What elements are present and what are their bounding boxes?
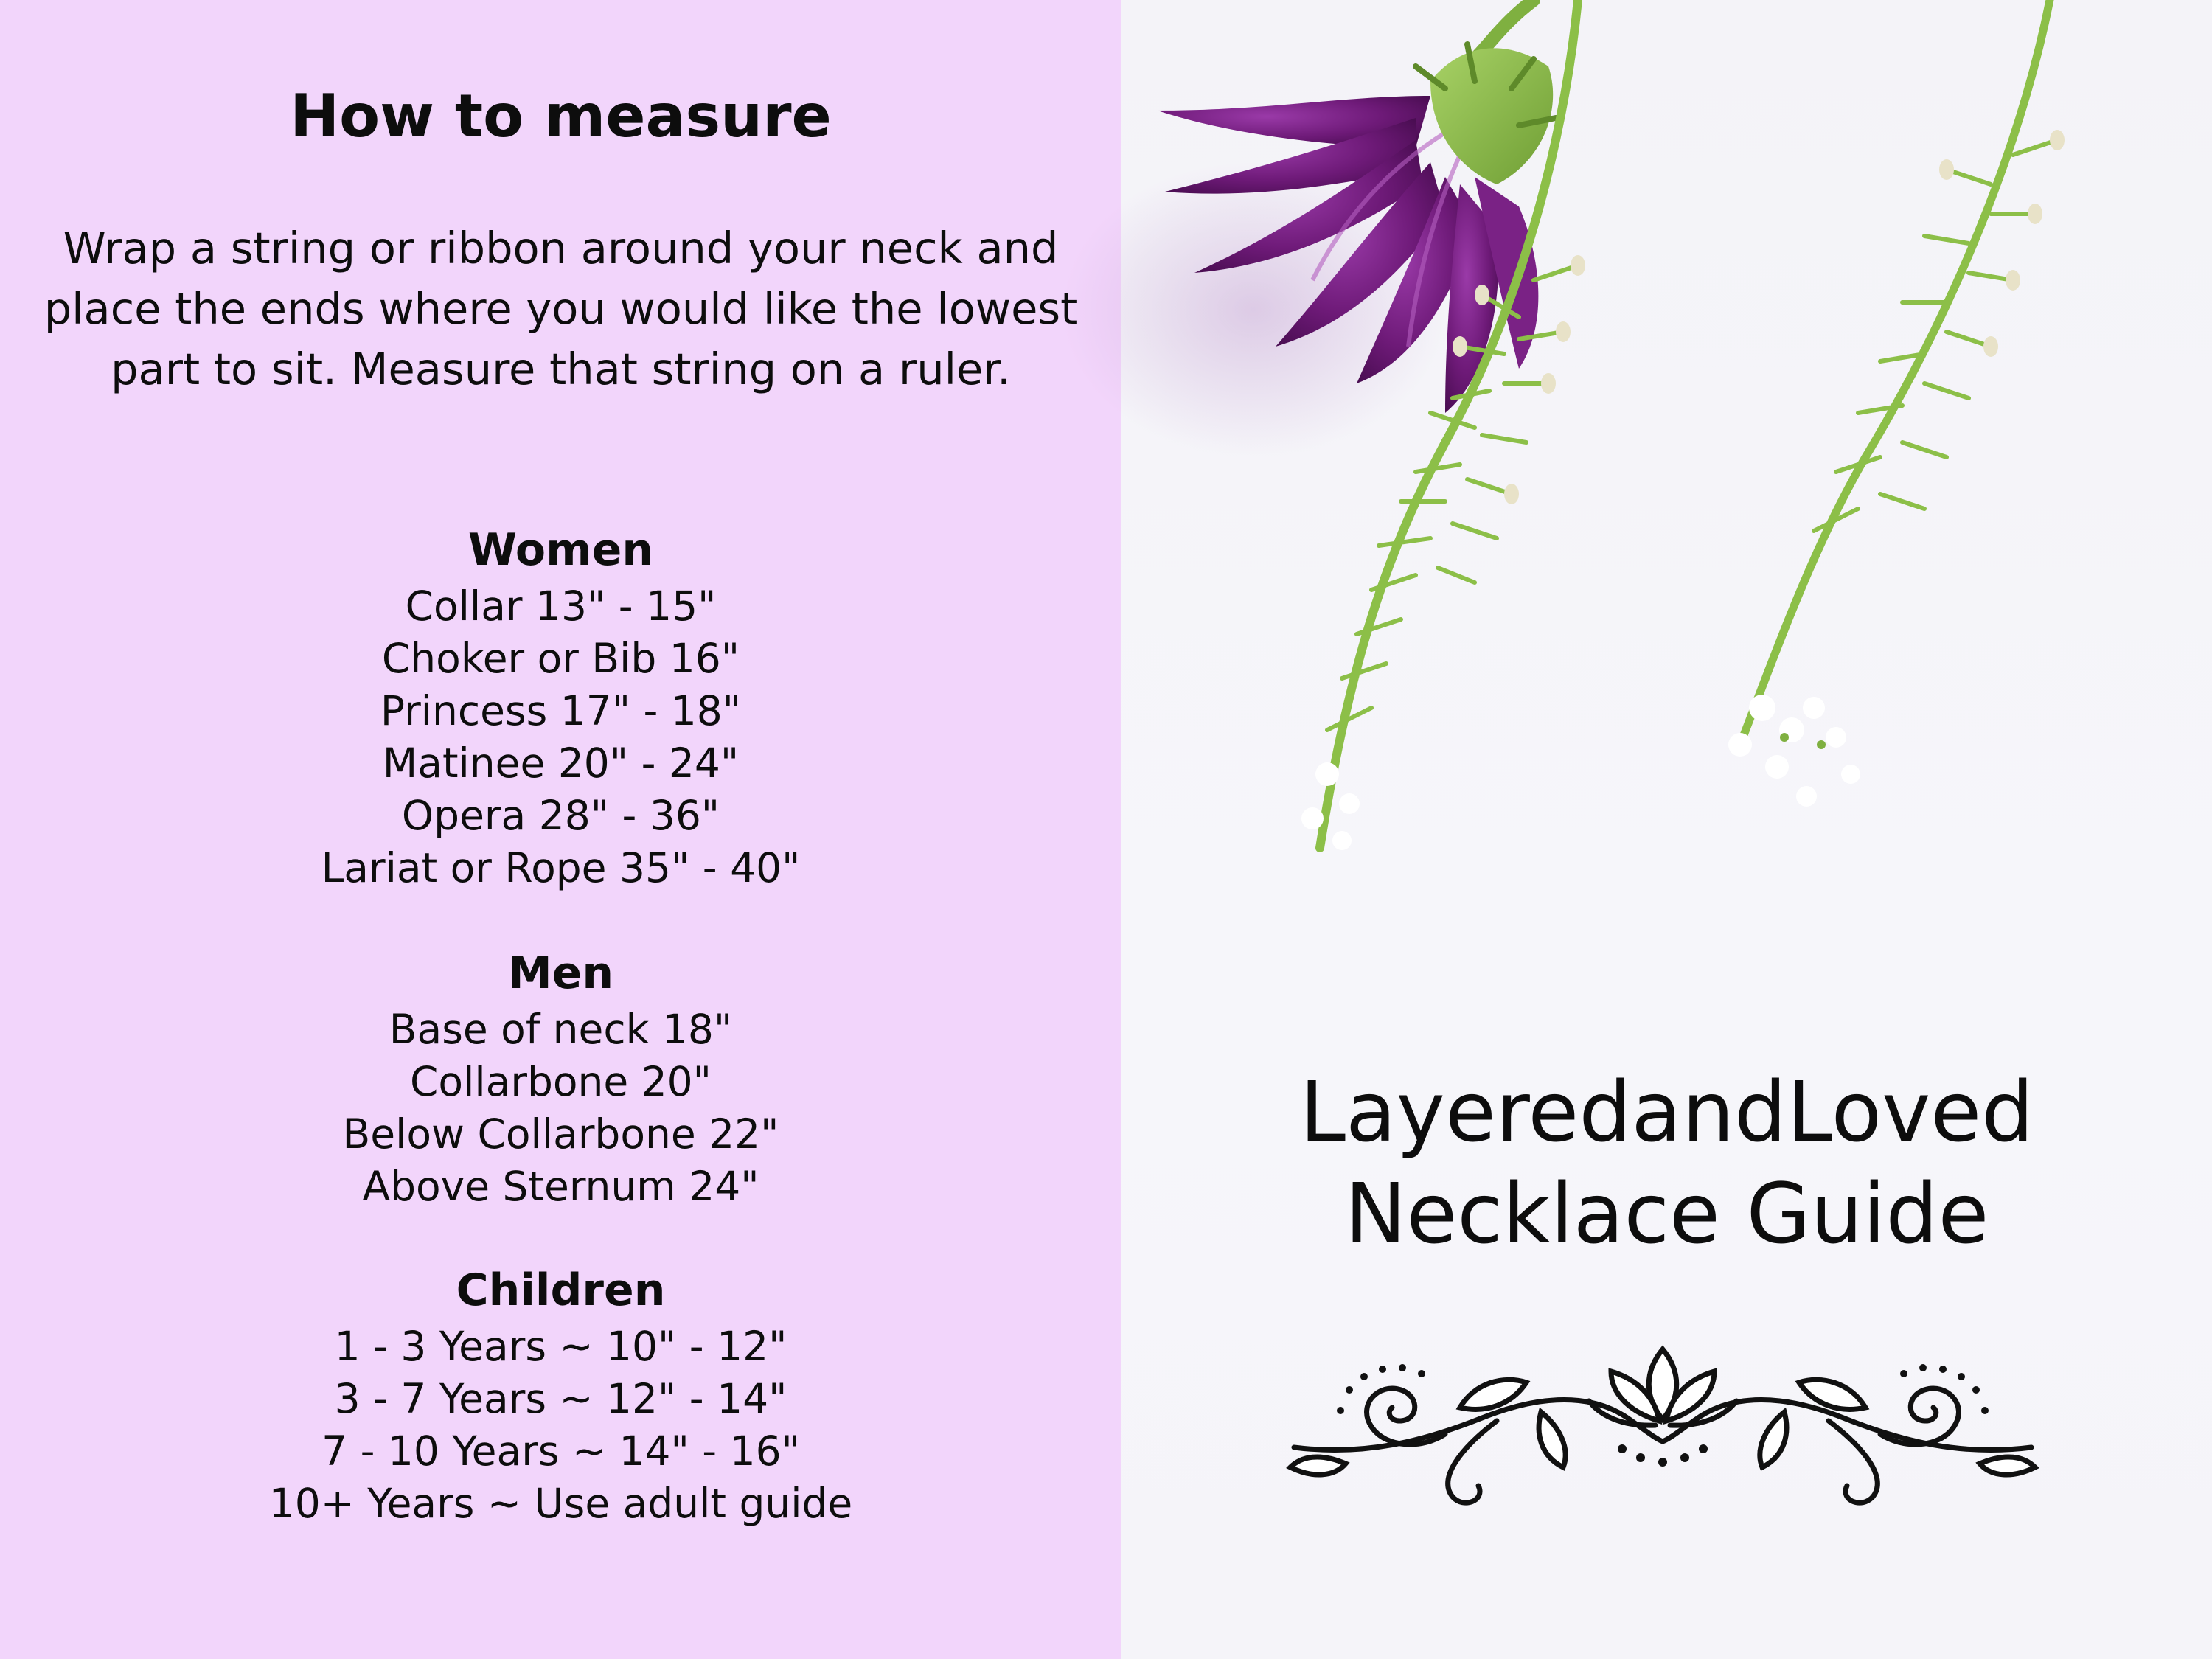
list-item: Matinee 20" - 24": [382, 740, 740, 787]
list-item: 3 - 7 Years ~ 12" - 14": [334, 1375, 787, 1422]
list-item: Collarbone 20": [410, 1058, 712, 1105]
list-item: Lariat or Rope 35" - 40": [321, 844, 801, 891]
page-title: How to measure: [290, 82, 832, 150]
brand-line-1: LayeredandLoved: [1299, 1065, 2034, 1161]
measure-instructions: Wrap a string or ribbon around your neck and place the ends where you would like the lowest part to sit. Measure that string on a ruler.: [44, 223, 1078, 394]
women-length-list: [0, 580, 1121, 894]
list-item: Collar 13" - 15": [405, 582, 717, 630]
list-item: Base of neck 18": [389, 1006, 733, 1053]
list-item: Princess 17" - 18": [380, 687, 742, 734]
women-heading: Women: [467, 524, 654, 576]
men-length-list: [0, 1004, 1121, 1213]
list-item: Choker or Bib 16": [381, 635, 740, 682]
brand-title: [1121, 1062, 2212, 1265]
brand-line-2: Necklace Guide: [1344, 1166, 1989, 1262]
men-heading: Men: [507, 947, 614, 999]
list-item: 10+ Years ~ Use adult guide: [268, 1480, 853, 1527]
list-item: 7 - 10 Years ~ 14" - 16": [321, 1427, 800, 1475]
children-length-list: [0, 1321, 1121, 1530]
list-item: 1 - 3 Years ~ 10" - 12": [334, 1323, 787, 1370]
floral-divider-icon: [1276, 1338, 2050, 1515]
men-section: [0, 943, 1121, 1213]
list-item: Below Collarbone 22": [342, 1110, 779, 1158]
flowering-stem-icon: [1728, 0, 2065, 807]
list-item: Above Sternum 24": [362, 1163, 759, 1210]
women-section: [0, 520, 1121, 894]
list-item: Opera 28" - 36": [401, 792, 720, 839]
children-section: [0, 1260, 1121, 1530]
flower-photo: [1032, 0, 2212, 922]
children-heading: Children: [456, 1265, 666, 1316]
